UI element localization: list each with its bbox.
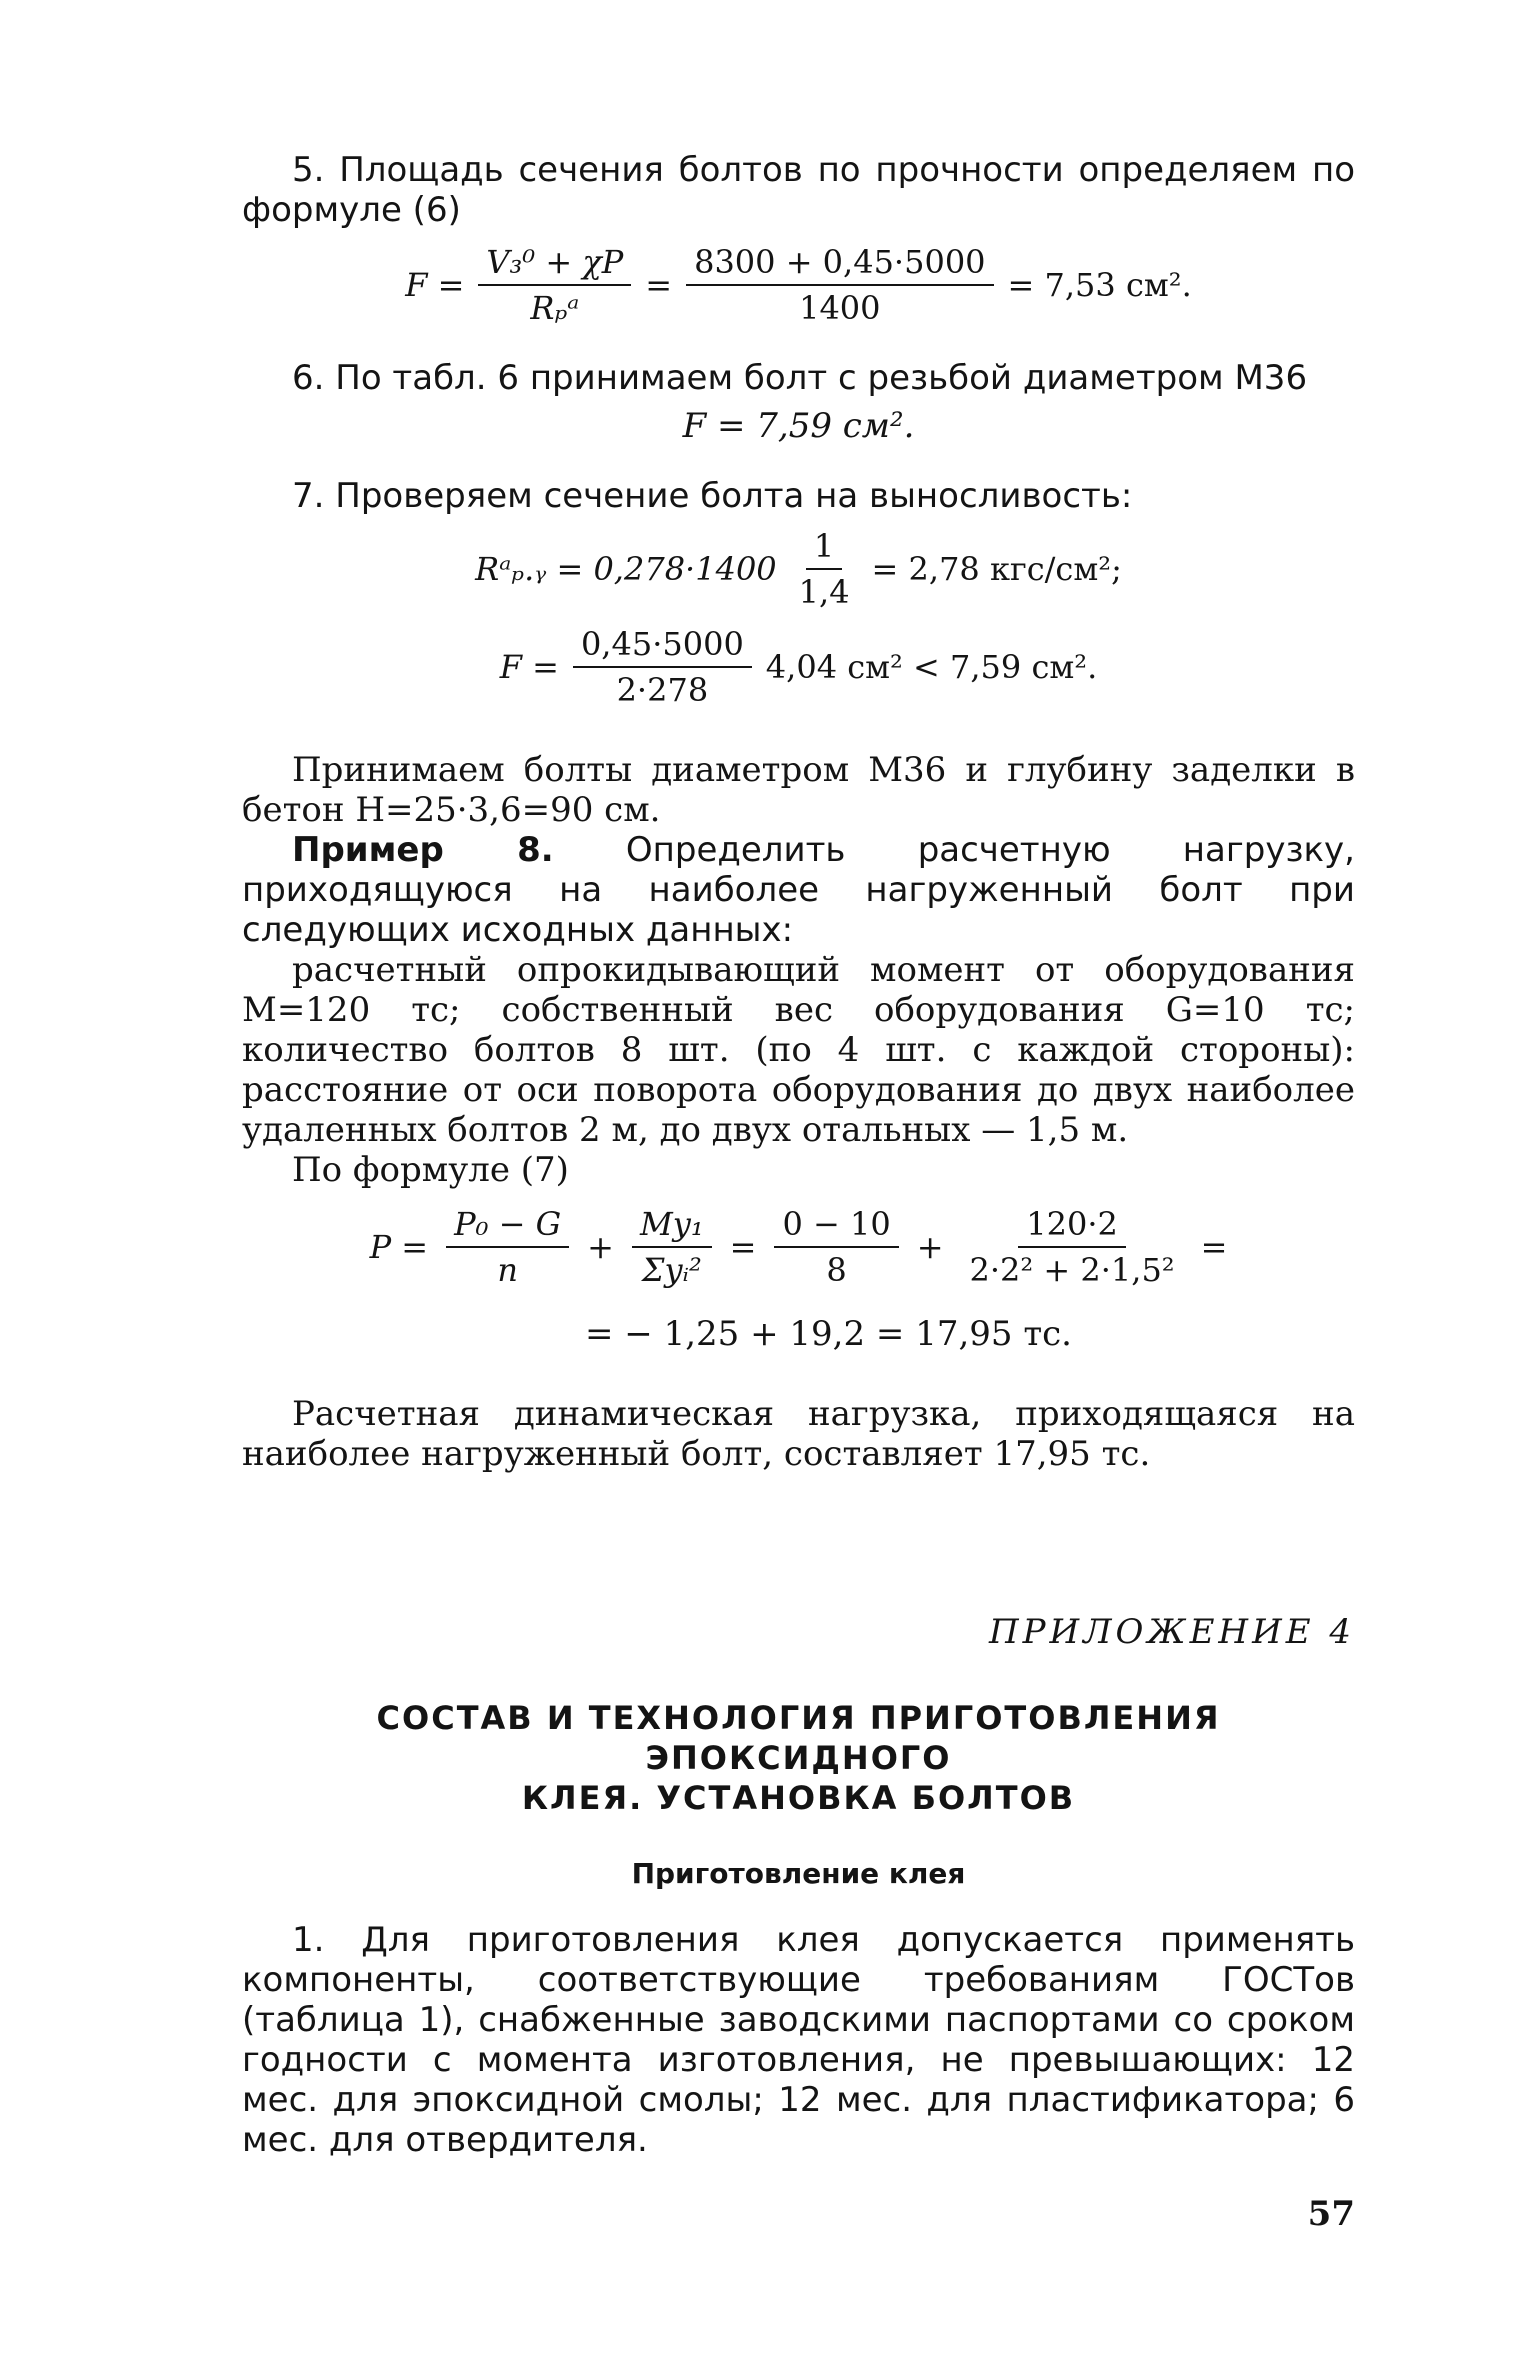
- fatigue-formula-fraction: [791, 526, 858, 612]
- formula-7-eq: =: [729, 1228, 757, 1266]
- formula-6-den1: Rₚᵃ: [530, 289, 580, 327]
- section-6-text: 6. По табл. 6 принимаем болт с резьбой диаметром М36: [292, 358, 1308, 398]
- fatigue-formula: [242, 526, 1355, 612]
- area-check-num: 0,45·5000: [573, 624, 752, 668]
- formula-7-f1-num: P₀ − G: [446, 1204, 569, 1248]
- formula-6-den2: 1400: [799, 289, 881, 327]
- formula-7-f1-den: n: [497, 1251, 518, 1289]
- area-check-result: 4,04 см² < 7,59 см².: [765, 648, 1098, 686]
- formula-6-num2: 8300 + 0,45·5000: [686, 242, 993, 286]
- formula-7-f4-den: 2·2² + 2·1,5²: [969, 1251, 1175, 1289]
- formula-7-line-2: = − 1,25 + 19,2 = 17,95 тс.: [584, 1314, 1072, 1354]
- formula-7: [242, 1204, 1355, 1290]
- area-check-den: 2·278: [616, 671, 709, 709]
- example-8-label: Пример 8.: [292, 830, 554, 870]
- formula-7-lhs: P =: [369, 1228, 429, 1266]
- area-check-formula: [242, 624, 1355, 710]
- formula-7-tail: =: [1200, 1228, 1228, 1266]
- example-8-paragraph: [242, 830, 1355, 950]
- formula-7-plus-1: +: [587, 1228, 614, 1266]
- appendix-title: [242, 1698, 1355, 1818]
- accept-bolts-text: Принимаем болты диаметром М36 и глубину заделки в бетон H=25·3,6=90 см.: [242, 750, 1355, 830]
- section-5-text: 5. Площадь сечения болтов по прочности определяем по формуле (6): [242, 150, 1355, 230]
- appendix-title-line-2: КЛЕЯ. УСТАНОВКА БОЛТОВ: [521, 1779, 1076, 1817]
- appendix-paragraph-1: 1. Для приготовления клея допускается применять компоненты, соответствующие требованиям ГОСТов (таблица 1), снабженные заводскими паспортами со сроком годности с момента изготовления, не превышающих: 12 мес. для эпоксидной смолы; 12 мес. для пластификатора; 6 мес. для отвердителя.: [242, 1920, 1355, 2160]
- area-check-fraction: [573, 624, 752, 710]
- formula-6-eq: =: [645, 266, 673, 304]
- formula-7-f4-num: 120·2: [1018, 1204, 1126, 1248]
- formula-7-f2-den: Σyᵢ²: [641, 1251, 702, 1289]
- formula-7-f3-num: 0 − 10: [774, 1204, 898, 1248]
- example-8-conclusion: Расчетная динамическая нагрузка, приходящаяся на наиболее нагруженный болт, составляет 17,95 тс.: [242, 1394, 1355, 1474]
- formula-7-plus-2: +: [916, 1228, 944, 1266]
- formula-6-fraction-1: [478, 242, 631, 328]
- example-8-text: Определить расчетную нагрузку, приходящуюся на наиболее нагруженный болт при следующих исходных данных:: [242, 830, 1355, 950]
- example-8-data: расчетный опрокидывающий момент от оборудования M=120 тс; собственный вес оборудования G=10 тс; количество болтов 8 шт. (по 4 шт. с каждой стороны): расстояние от оси поворота оборудования до двух наиболее удаленных болтов 2 м, до двух отальных — 1,5 м.: [242, 950, 1355, 1150]
- area-check-lhs: F =: [499, 648, 559, 686]
- fatigue-formula-num: 1: [806, 526, 842, 570]
- fatigue-formula-den: 1,4: [798, 573, 850, 611]
- section-6-formula: F = 7,59 см².: [682, 406, 915, 446]
- page-number: 57: [1307, 2194, 1355, 2234]
- formula-7-f2-num: My₁: [632, 1204, 712, 1248]
- formula-7-fraction-1: [446, 1204, 569, 1290]
- formula-6-lhs: F =: [405, 266, 465, 304]
- formula-7-f3-den: 8: [826, 1251, 847, 1289]
- fatigue-formula-lhs: Rᵃₚ.ᵧ = 0,278·1400: [475, 550, 777, 588]
- formula-7-fraction-3: [774, 1204, 898, 1290]
- formula-6: [242, 242, 1355, 328]
- appendix-subtitle: Приготовление клея: [631, 1857, 966, 1890]
- section-7-text: 7. Проверяем сечение болта на выносливость:: [292, 476, 1133, 516]
- fatigue-formula-result: = 2,78 кгс/см²;: [871, 550, 1122, 588]
- formula-6-result: = 7,53 см².: [1007, 266, 1192, 304]
- formula-6-num1: V₃⁰ + χP: [478, 242, 631, 286]
- formula-6-fraction-2: [686, 242, 993, 328]
- formula-7-intro: По формуле (7): [292, 1150, 569, 1190]
- appendix-title-line-1: СОСТАВ И ТЕХНОЛОГИЯ ПРИГОТОВЛЕНИЯ ЭПОКСИДНОГО: [376, 1699, 1221, 1777]
- appendix-label: ПРИЛОЖЕНИЕ 4: [988, 1612, 1355, 1652]
- formula-7-fraction-4: [962, 1204, 1183, 1290]
- formula-7-fraction-2: [632, 1204, 712, 1290]
